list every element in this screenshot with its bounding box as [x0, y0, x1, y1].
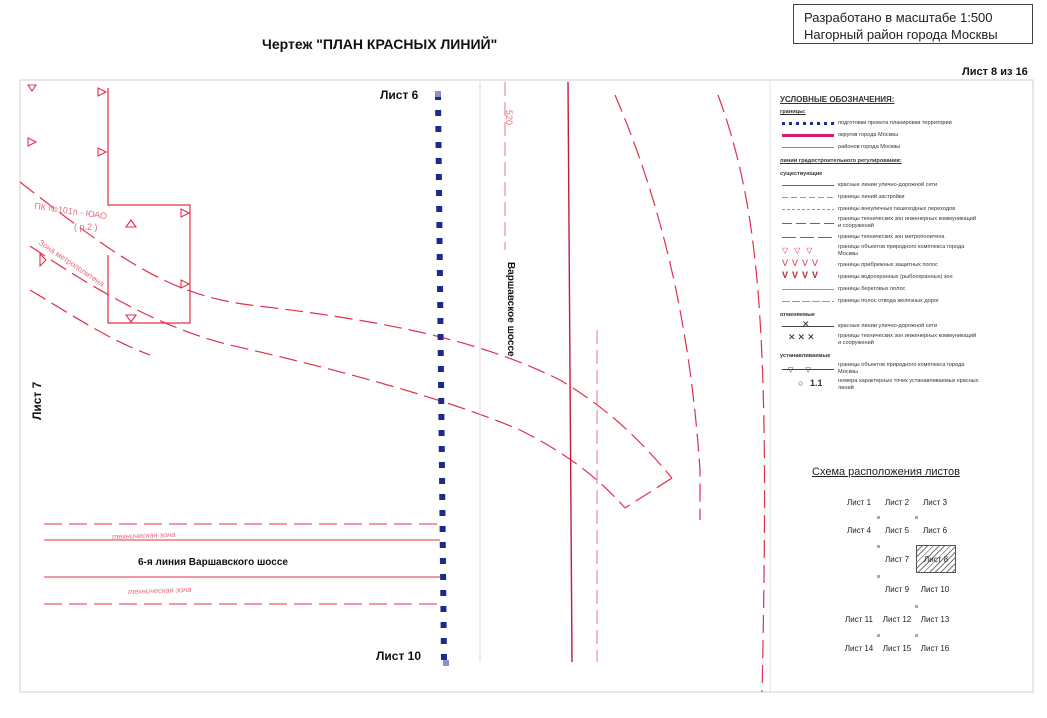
legend-item: округов города Москвы: [780, 130, 980, 140]
legend-item: ▽▽▽ границы объектов природного комплекса города Москвы: [782, 244, 965, 257]
cancelled-red-line-symbol: ✕: [780, 322, 838, 331]
sheet-cell: Лист 7: [884, 554, 910, 564]
sheet-cell: Лист 13: [920, 614, 950, 624]
red-line-symbol: [780, 181, 838, 190]
grid-tick: [877, 575, 880, 578]
sheet-6-label: Лист 6: [380, 88, 419, 102]
sheet-cell-current: Лист 8: [916, 545, 956, 573]
sixth-line-road-label: 6-я линия Варшавского шоссе: [138, 557, 288, 568]
legend-borders-head: границы:: [780, 109, 806, 115]
blue-square-line-symbol: [780, 119, 838, 128]
legend-item: VVVV границы прибрежных защитных полос: [782, 257, 938, 268]
sheet-10-label: Лист 10: [376, 649, 422, 663]
tech-zone-bottom-label: техническая зона: [127, 584, 192, 597]
metro-zone-symbol: [780, 233, 838, 242]
legend-item: границы береговых полос: [780, 284, 980, 294]
shore-strip-symbol: [780, 285, 838, 294]
legend-item: ○ 1.1 номера характерных точек устанавливаемых красных линий: [780, 378, 980, 392]
sheet-layout-title: Схема расположения листов: [812, 466, 960, 478]
legend-regulation-head: линии градостроительного регулирования:: [780, 158, 902, 164]
sheet-cell: Лист 6: [922, 525, 948, 535]
point-number-symbol: ○ 1.1: [798, 377, 823, 388]
red-lines-curve: [20, 95, 765, 692]
railway-strip-symbol: [780, 297, 838, 306]
boundary-start-marker: [435, 91, 441, 97]
legend-item: ▽▽ границы объектов природного комплекса города Москвы: [780, 362, 980, 376]
sheet-cell: Лист 3: [922, 497, 948, 507]
sheet-cell: Лист 14: [844, 643, 874, 653]
sheet-layout-grid: [838, 489, 1024, 661]
pk-label: ПК №101п - ЮАО: [33, 200, 108, 222]
red-line-east: [568, 82, 572, 662]
legend-item: границы внеуличных пешеходных переходов: [780, 204, 980, 214]
sheet-cell: Лист 2: [884, 497, 910, 507]
legend-item: ✕ красные линии улично-дорожной сети: [780, 321, 980, 331]
point-number-label: 520: [504, 110, 514, 126]
legend: [780, 96, 980, 394]
grid-tick: [915, 516, 918, 519]
tech-zone-symbol: [780, 219, 838, 228]
sheet-cell: Лист 11: [845, 614, 873, 624]
legend-item: границы технических зон инженерных коммуникаций и сооружений: [780, 216, 980, 230]
legend-title: УСЛОВНЫЕ ОБОЗНАЧЕНИЯ:: [780, 95, 895, 104]
legend-cancelled-head: отменяемые: [780, 312, 815, 318]
grid-tick: [877, 516, 880, 519]
point-number-sample: 1.1: [810, 377, 823, 388]
sheet-number: Лист 8 из 16: [962, 66, 1028, 78]
grid-tick: [877, 634, 880, 637]
coastal-strip-symbol: VVVV: [782, 257, 823, 268]
sheet-cell: Лист 15: [882, 643, 912, 653]
sheet-cell: Лист 9: [884, 584, 910, 594]
legend-item: границы полос отвода железных дорог: [780, 296, 980, 306]
magenta-thin-line-symbol: [780, 143, 838, 152]
legend-item: VVVV границы водоохранных (рыбоохранных) зон: [782, 269, 953, 280]
pink-lines: [505, 82, 597, 662]
metro-zone-label: Зона метрополитена: [36, 238, 107, 289]
scale-text: Разработано в масштабе 1:500: [804, 10, 993, 25]
pk-boundary: [108, 88, 190, 323]
grid-tick: [915, 634, 918, 637]
sheet-cell: Лист 5: [884, 525, 910, 535]
varshavskoe-road-label: Варшавское шоссе: [505, 262, 516, 357]
legend-item: границы технических зон метрополитена: [780, 232, 980, 242]
boundary-end-marker: [443, 660, 449, 666]
legend-established-head: устанавливаемые: [780, 353, 831, 359]
legend-existing-head: существующие: [780, 171, 823, 177]
grid-tick: [877, 545, 880, 548]
legend-item: районов города Москвы: [780, 142, 980, 152]
sheet-cell: Лист 1: [846, 497, 872, 507]
sheet-cell: Лист 16: [920, 643, 950, 653]
tech-zone-top-label: техническая зона: [111, 529, 176, 542]
drawing-title: Чертеж "ПЛАН КРАСНЫХ ЛИНИЙ": [262, 36, 498, 52]
cancelled-tech-zone-symbol: ✕✕✕: [788, 331, 817, 342]
nature-complex-symbol: ▽▽▽: [782, 245, 819, 255]
sheet-7-label: Лист 7: [30, 381, 44, 420]
sheet-cell: Лист 10: [920, 584, 950, 594]
pk-sublabel: ( р.2 ): [74, 222, 98, 232]
legend-item: ✕✕✕ границы технических зон инженерных коммуникаций и сооружений: [780, 333, 980, 347]
new-nature-complex-symbol: ▽▽: [780, 365, 838, 374]
grid-tick: [915, 605, 918, 608]
pedestrian-crossing-symbol: [780, 205, 838, 214]
district-text: Нагорный район города Москвы: [804, 27, 998, 42]
magenta-thick-line-symbol: [780, 131, 838, 140]
legend-item: подготовки проекта планировки территории: [780, 118, 980, 128]
sheet-cell: Лист 12: [882, 614, 912, 624]
legend-item: красные линии улично-дорожной сети: [780, 180, 980, 190]
sheet-cell: Лист 4: [846, 525, 872, 535]
building-line-symbol: [780, 193, 838, 202]
legend-item: границы линий застройки: [780, 192, 980, 202]
water-zone-symbol: VVVV: [782, 269, 823, 280]
